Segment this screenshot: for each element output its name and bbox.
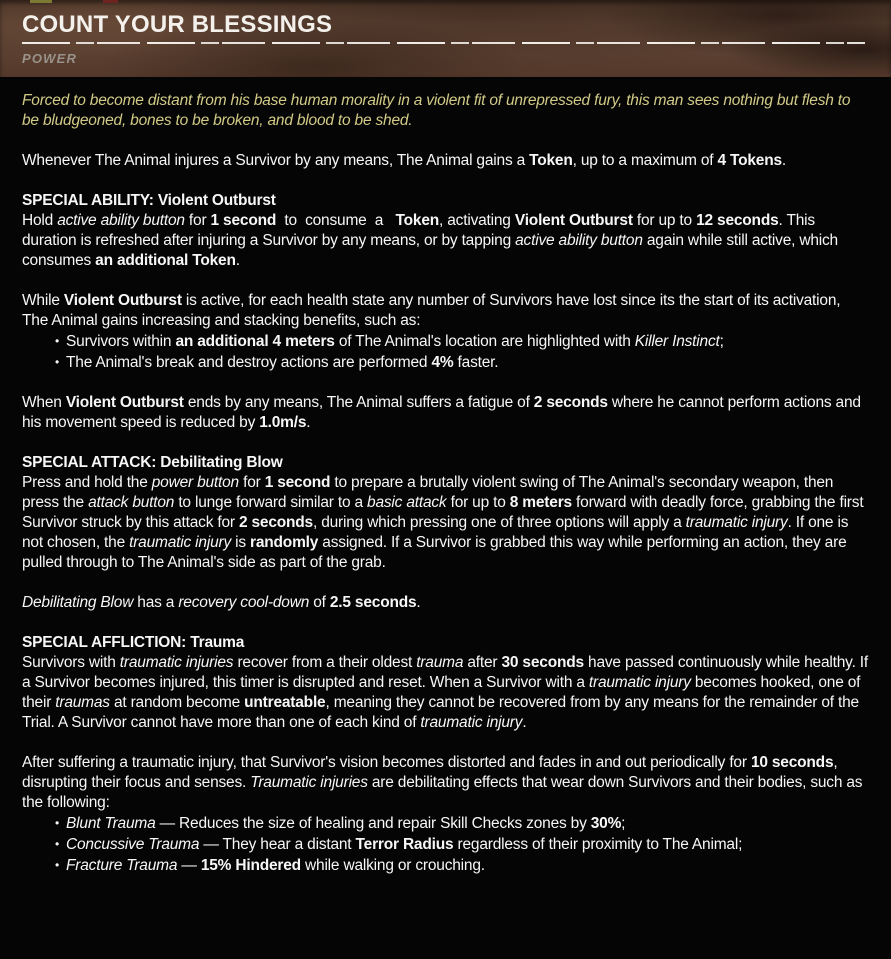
text-segment: 15% Hindered bbox=[200, 857, 301, 874]
text-segment: When bbox=[22, 394, 66, 411]
bullet-dot: • bbox=[55, 858, 60, 872]
text-segment: after bbox=[463, 654, 502, 671]
text-segment: 2.5 seconds bbox=[329, 594, 417, 611]
text-segment: an additional 4 meters bbox=[175, 333, 335, 350]
text-segment: is active, for each health state any number of Survivors have lost since its the start of its activation, The Animal gains increasing and stacking benefits, such as: bbox=[22, 292, 845, 329]
text-segment: 2 seconds bbox=[238, 514, 313, 531]
text-segment: SPECIAL ATTACK: Debilitating Blow bbox=[22, 454, 283, 471]
paragraph bbox=[22, 393, 869, 433]
text-segment: 30% bbox=[590, 815, 622, 832]
text-segment: while walking or crouching. bbox=[300, 857, 485, 874]
text-segment: randomly bbox=[250, 534, 319, 551]
bullet-dot: • bbox=[55, 334, 60, 348]
text-segment: traumatic injury bbox=[129, 534, 231, 551]
text-segment: are debilitating effects that wear down Survivors and their bodies, such as the following: bbox=[22, 774, 867, 811]
text-segment: have passed continuously while healthy. If a Survivor becomes injured, this timer is disrupted and reset. When a Survivor with a bbox=[22, 654, 873, 691]
bullet-dot: • bbox=[55, 837, 60, 851]
text-segment: to prepare a brutally violent swing of The Animal's secondary weapon, then press the bbox=[22, 474, 838, 511]
text-segment: power button bbox=[151, 474, 239, 491]
paragraph bbox=[22, 593, 869, 613]
text-segment: traumatic injury bbox=[588, 674, 691, 691]
text-segment: again while still active, which consumes bbox=[22, 232, 843, 269]
text-segment: Traumatic injuries bbox=[250, 774, 368, 791]
text-segment: 4% bbox=[431, 354, 454, 371]
text-segment: . bbox=[416, 594, 421, 611]
text-segment: has a bbox=[133, 594, 179, 611]
text-segment: , meaning they cannot be recovered from by any means for the remainder of the Trial. A Survivor cannot have more than one of each kind of bbox=[22, 694, 863, 731]
paragraph bbox=[22, 291, 869, 331]
text-segment: 1 second bbox=[210, 212, 277, 229]
power-type-label: POWER bbox=[22, 51, 78, 66]
paragraph-spacer bbox=[22, 373, 869, 393]
title-divider bbox=[22, 42, 865, 44]
text-segment: Whenever The Animal injures a Survivor by any means, The Animal gains a bbox=[22, 152, 530, 169]
bullet-item bbox=[22, 331, 869, 352]
text-segment: The Animal's break and destroy actions are performed bbox=[66, 354, 432, 371]
text-segment: 10 seconds bbox=[750, 754, 834, 771]
power-description-body bbox=[0, 77, 891, 876]
text-segment: ends by any means, The Animal suffers a fatigue of bbox=[183, 394, 534, 411]
text-segment: recover from a their oldest bbox=[233, 654, 417, 671]
text-segment: traumatic injury bbox=[685, 514, 788, 531]
paragraph bbox=[22, 473, 869, 573]
text-segment: 4 Tokens bbox=[717, 152, 782, 169]
paragraph-spacer bbox=[22, 171, 869, 191]
paragraph-spacer bbox=[22, 613, 869, 633]
text-segment: to lunge forward similar to a bbox=[174, 494, 368, 511]
text-segment: basic attack bbox=[367, 494, 447, 511]
text-segment: 8 meters bbox=[509, 494, 572, 511]
text-segment: is bbox=[231, 534, 251, 551]
paragraph-spacer bbox=[22, 733, 869, 753]
text-segment: ; bbox=[621, 815, 626, 832]
text-segment: for up to bbox=[446, 494, 510, 511]
text-segment: traumatic injury bbox=[420, 714, 523, 731]
section-heading bbox=[22, 633, 869, 653]
text-segment: . bbox=[235, 252, 240, 269]
text-segment: 12 seconds bbox=[696, 212, 779, 229]
text-segment: regardless of their proximity to The Animal; bbox=[453, 836, 743, 853]
text-segment: While bbox=[22, 292, 64, 309]
text-segment: trauma bbox=[416, 654, 464, 671]
text-segment: Killer Instinct bbox=[634, 333, 720, 350]
section-heading bbox=[22, 453, 869, 473]
paragraph-spacer bbox=[22, 271, 869, 291]
text-segment: . bbox=[306, 414, 311, 431]
text-segment: . This duration is refreshed after injuring a Survivor by any means, or by tapping bbox=[22, 212, 820, 249]
paragraph bbox=[22, 151, 869, 171]
paragraph-spacer bbox=[22, 573, 869, 593]
text-segment: Violent Outburst bbox=[63, 292, 182, 309]
section-heading bbox=[22, 191, 869, 211]
text-segment: faster. bbox=[453, 354, 499, 371]
paragraph-spacer bbox=[22, 433, 869, 453]
text-segment: active ability button bbox=[515, 232, 643, 249]
text-segment: for bbox=[238, 474, 265, 491]
text-segment: Survivors within bbox=[66, 333, 176, 350]
text-segment: 1 second bbox=[264, 474, 331, 491]
power-title: COUNT YOUR BLESSINGS bbox=[22, 11, 333, 38]
bullet-item bbox=[22, 855, 869, 876]
text-segment: , up to a maximum of bbox=[572, 152, 718, 169]
text-segment: Press and hold the bbox=[22, 474, 152, 491]
text-segment: assigned. If a Survivor is grabbed this way while performing an action, they are pulled through to The Animal's side as part of the grab. bbox=[22, 534, 851, 571]
text-segment: . If one is not chosen, the bbox=[22, 514, 853, 551]
text-segment: 30 seconds bbox=[501, 654, 584, 671]
bullet-item bbox=[22, 813, 869, 834]
text-segment: Blunt Trauma bbox=[66, 815, 156, 832]
text-segment: recovery cool-down bbox=[178, 594, 310, 611]
text-segment: attack button bbox=[88, 494, 175, 511]
text-segment: ; bbox=[719, 333, 724, 350]
paragraph bbox=[22, 211, 869, 271]
paragraph-spacer bbox=[22, 131, 869, 151]
text-segment: 2 seconds bbox=[533, 394, 608, 411]
text-segment: to consume a bbox=[276, 212, 396, 229]
text-segment: Forced to become distant from his base human morality in a violent fit of unrepressed fury, this man sees nothing but flesh to be bludgeoned, bones to be broken, and blood to be shed. bbox=[22, 92, 855, 129]
text-segment: for up to bbox=[632, 212, 697, 229]
bullet-item bbox=[22, 352, 869, 373]
text-segment: , during which pressing one of three options will apply a bbox=[312, 514, 686, 531]
text-segment: at random become bbox=[109, 694, 245, 711]
text-segment: becomes hooked, one of their bbox=[22, 674, 865, 711]
text-segment: — Reduces the size of healing and repair Skill Checks zones by bbox=[155, 815, 591, 832]
paragraph bbox=[22, 653, 873, 733]
flavor-text bbox=[22, 91, 869, 131]
text-segment: . bbox=[781, 152, 787, 169]
text-segment: , disrupting their focus and senses. bbox=[22, 754, 842, 791]
top-edge-strip-red bbox=[103, 0, 118, 3]
text-segment: , activating bbox=[439, 212, 515, 229]
text-segment: Token bbox=[395, 212, 440, 229]
text-segment: Hold bbox=[22, 212, 58, 229]
power-header bbox=[0, 0, 891, 77]
text-segment: Terror Radius bbox=[355, 836, 454, 853]
text-segment: active ability button bbox=[57, 212, 185, 229]
bullet-dot: • bbox=[55, 355, 60, 369]
text-segment: Token bbox=[529, 152, 573, 169]
bullet-item bbox=[22, 834, 869, 855]
top-edge-strip-olive bbox=[30, 0, 52, 3]
text-segment: Violent Outburst bbox=[514, 212, 633, 229]
text-segment: Fracture Trauma bbox=[66, 857, 178, 874]
text-segment: for bbox=[184, 212, 211, 229]
text-segment: where he cannot perform actions and his movement speed is reduced by bbox=[22, 394, 865, 431]
text-segment: of The Animal's location are highlighted with bbox=[334, 333, 635, 350]
text-segment: untreatable bbox=[244, 694, 326, 711]
text-segment: — bbox=[177, 857, 201, 874]
text-segment: After suffering a traumatic injury, that Survivor's vision becomes distorted and fades in and out periodically for bbox=[22, 754, 751, 771]
text-segment: — They hear a distant bbox=[199, 836, 356, 853]
text-segment: traumatic injuries bbox=[119, 654, 234, 671]
text-segment: Debilitating Blow bbox=[22, 594, 134, 611]
text-segment: 1.0m/s bbox=[259, 414, 307, 431]
text-segment: forward with deadly force, grabbing the first Survivor struck by this attack for bbox=[22, 494, 868, 531]
text-segment: traumas bbox=[55, 694, 110, 711]
text-segment: Survivors with bbox=[22, 654, 120, 671]
text-segment: . bbox=[522, 714, 527, 731]
text-segment: an additional Token bbox=[95, 252, 236, 269]
paragraph bbox=[22, 753, 869, 813]
text-segment: Concussive Trauma bbox=[66, 836, 200, 853]
bullet-dot: • bbox=[55, 816, 60, 830]
text-segment: SPECIAL AFFLICTION: Trauma bbox=[22, 634, 245, 651]
text-segment: Violent Outburst bbox=[65, 394, 184, 411]
text-segment: SPECIAL ABILITY: Violent Outburst bbox=[22, 192, 276, 209]
text-segment: of bbox=[309, 594, 330, 611]
